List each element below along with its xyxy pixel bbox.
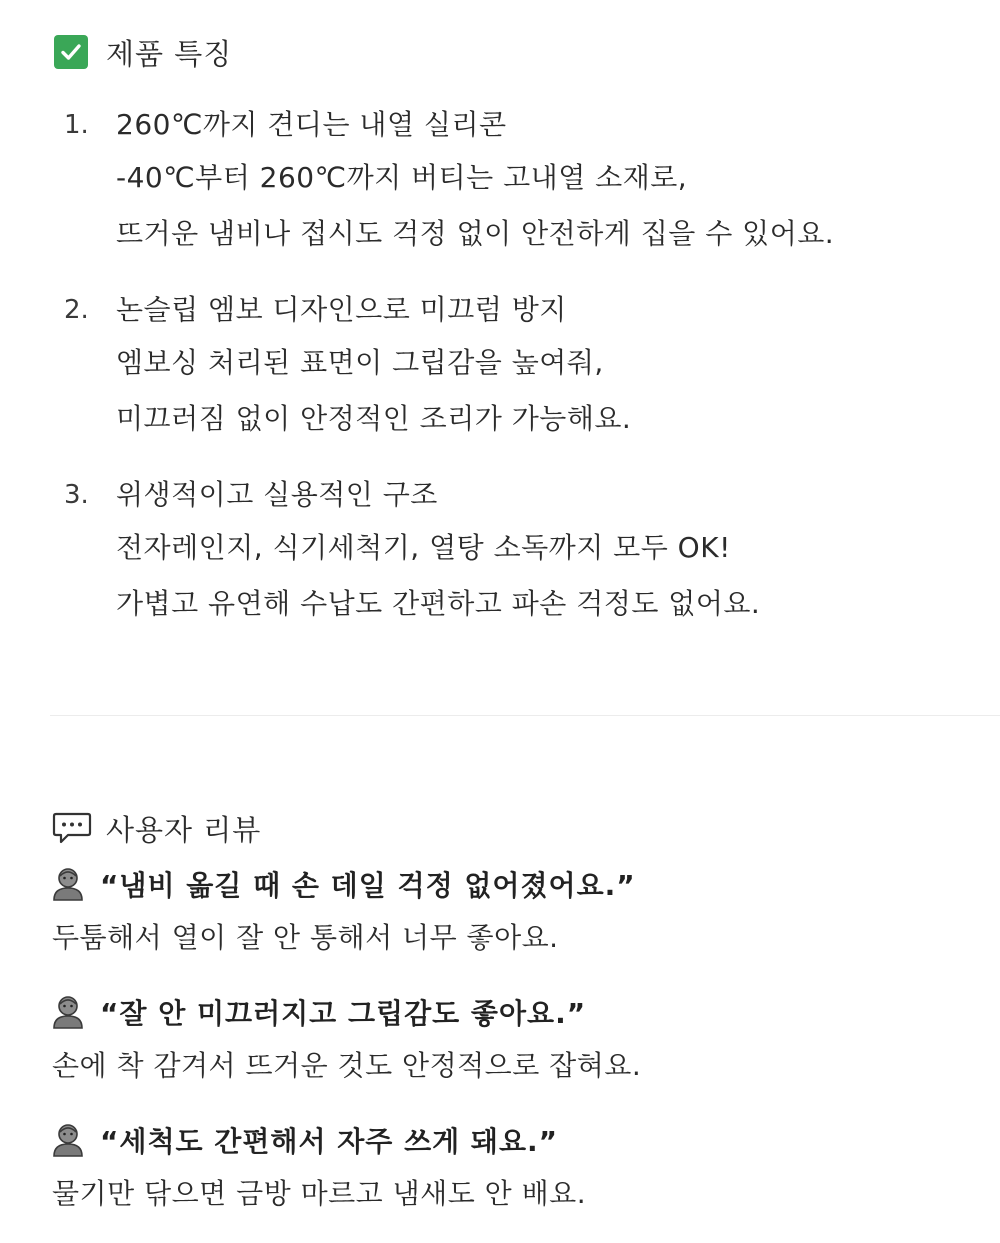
review-item: [52, 1114, 992, 1222]
feature-number: 1.: [64, 110, 89, 140]
feature-description-line: 미끄러짐 없이 안정적인 조리가 가능해요.: [116, 402, 632, 435]
reviews-title: 사용자 리뷰: [106, 812, 262, 847]
review-body: 물기만 닦으면 금방 마르고 냄새도 안 배요.: [52, 1177, 587, 1210]
review-quote: “냄비 옮길 때 손 데일 걱정 없어졌어요.”: [100, 869, 636, 902]
feature-heading: 260℃까지 견디는 내열 실리콘: [116, 108, 507, 141]
reviews-heading: [52, 806, 261, 850]
person-avatar-icon: [52, 867, 84, 901]
feature-description-line: 엠보싱 처리된 표면이 그립감을 높여줘,: [116, 346, 604, 379]
review-quote: “세척도 간편해서 자주 쓰게 돼요.”: [100, 1125, 559, 1158]
feature-number: 2.: [64, 295, 89, 325]
speech-bubble-icon: [52, 811, 92, 845]
feature-description-line: 전자레인지, 식기세척기, 열탕 소독까지 모두 OK!: [116, 531, 731, 564]
section-divider: [50, 715, 1000, 716]
feature-heading: 위생적이고 실용적인 구조: [116, 478, 438, 511]
review-item: [52, 986, 992, 1094]
feature-description-line: -40℃부터 260℃까지 버티는 고내열 소재로,: [116, 161, 688, 194]
feature-description-line: 가볍고 유연해 수납도 간편하고 파손 걱정도 없어요.: [116, 587, 761, 620]
features-heading: [54, 30, 232, 74]
features-title: 제품 특징: [106, 36, 233, 71]
person-avatar-icon: [52, 1123, 84, 1157]
check-mark-icon: [54, 35, 88, 69]
feature-heading: 논슬립 엠보 디자인으로 미끄럼 방지: [116, 293, 567, 326]
review-body: 손에 착 감겨서 뜨거운 것도 안정적으로 잡혀요.: [52, 1049, 642, 1082]
feature-number: 3.: [64, 480, 89, 510]
feature-description-line: 뜨거운 냄비나 접시도 걱정 없이 안전하게 집을 수 있어요.: [116, 217, 835, 250]
review-body: 두툼해서 열이 잘 안 통해서 너무 좋아요.: [52, 921, 559, 954]
review-item: [52, 858, 992, 966]
review-quote: “잘 안 미끄러지고 그립감도 좋아요.”: [100, 997, 587, 1030]
person-avatar-icon: [52, 995, 84, 1029]
